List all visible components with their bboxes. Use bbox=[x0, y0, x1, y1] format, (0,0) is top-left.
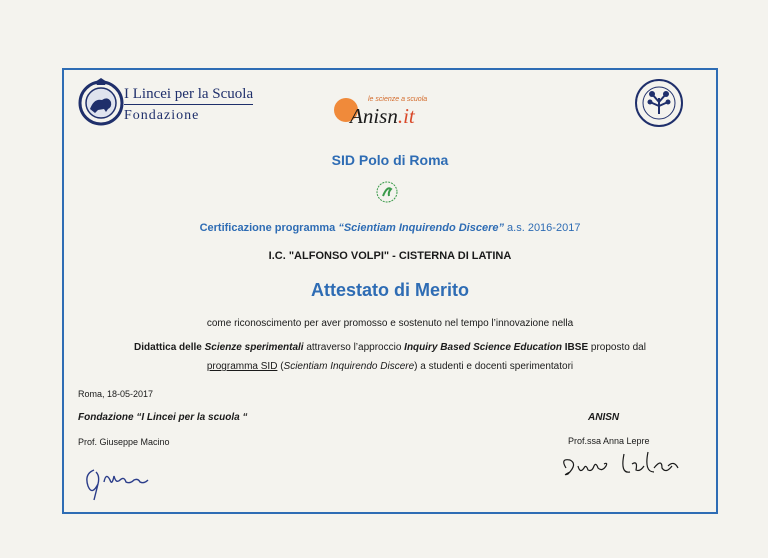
body3-b: ( bbox=[277, 361, 284, 372]
body2-d: Inquiry Based Science Education bbox=[404, 342, 562, 353]
left-signatory-org: Fondazione “I Lincei per la scuola “ bbox=[78, 412, 248, 423]
left-signature-icon bbox=[80, 462, 160, 502]
anisn-domain: .it bbox=[397, 104, 415, 128]
body3-a: programma SID bbox=[206, 361, 278, 372]
right-signature-icon bbox=[558, 446, 684, 482]
body-line-3 bbox=[62, 361, 718, 372]
cert-prefix: Certificazione programma bbox=[199, 222, 339, 234]
cert-school-year: a.s. 2016-2017 bbox=[503, 222, 581, 234]
right-signatory-org: ANISN bbox=[588, 412, 620, 423]
left-signatory-name: Prof. Giuseppe Macino bbox=[78, 437, 170, 447]
anisn-tagline: le scienze a scuola bbox=[368, 96, 428, 103]
body2-e: IBSE bbox=[562, 342, 589, 353]
cert-program-name: “Scientiam Inquirendo Discere” bbox=[338, 222, 504, 234]
lincei-fondazione: Fondazione bbox=[124, 108, 200, 123]
body3-d: ) a studenti e docenti sperimentatori bbox=[414, 361, 574, 372]
body2-f: proposto dal bbox=[588, 342, 646, 353]
right-signatory-name: Prof.ssa Anna Lepre bbox=[568, 436, 650, 446]
body3-c: Scientiam Inquirendo Discere bbox=[283, 361, 415, 372]
body2-a: Didattica delle bbox=[134, 342, 205, 353]
body2-b: Scienze sperimentali bbox=[204, 342, 304, 353]
sid-program-logo-icon bbox=[376, 180, 398, 204]
body-line-2 bbox=[62, 342, 718, 353]
lincei-lynx-logo-icon bbox=[78, 76, 124, 128]
sid-title: SID Polo di Roma bbox=[331, 152, 449, 168]
body2-c: attraverso l’approccio bbox=[303, 342, 405, 353]
issue-date: Roma, 18-05-2017 bbox=[78, 389, 154, 399]
school-name: I.C. "ALFONSO VOLPI" - CISTERNA DI LATINA bbox=[268, 250, 512, 262]
anisn-logo-text bbox=[350, 104, 415, 129]
anisn-name: Anisn bbox=[350, 104, 398, 128]
body-line-1: come riconoscimento per aver promosso e sostenuto nel tempo l’innovazione nella bbox=[206, 318, 574, 329]
academy-seal-icon bbox=[634, 78, 684, 128]
award-title: Attestato di Merito bbox=[310, 280, 469, 300]
certification-line bbox=[62, 222, 718, 234]
lincei-name: I Lincei per la Scuola bbox=[124, 86, 253, 105]
